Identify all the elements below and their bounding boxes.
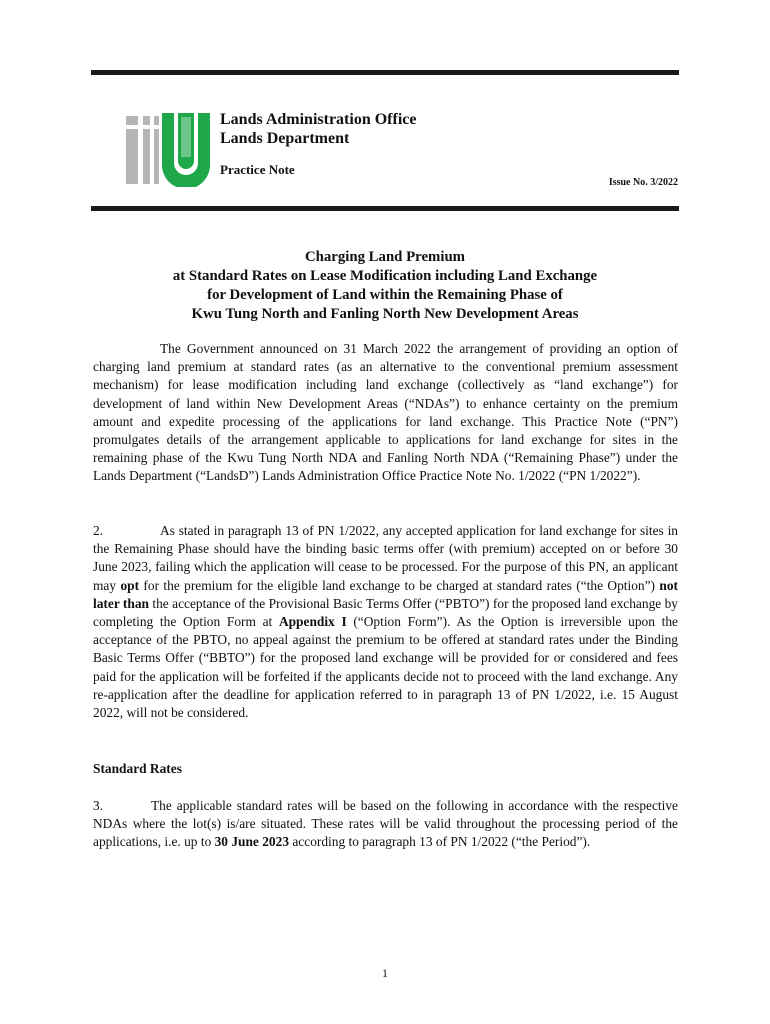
page-number: 1	[382, 966, 388, 980]
paragraph-2-text-a: As stated in paragraph 13 of PN 1/2022, any accepted application for land exchange for sites in the Remaining Phase should have the binding basic terms offer (with premium) accepted on or before 30 June 2023, failing which the application will cease to be processed. For the purpose of this PN, an applicant may	[93, 523, 678, 593]
title-line-3: for Development of Land within the Remaining Phase of	[207, 287, 563, 303]
document-type: Practice Note	[220, 162, 295, 177]
office-name	[220, 110, 416, 148]
section-heading-standard-rates: Standard Rates	[93, 761, 182, 776]
header-bottom-rule	[91, 206, 679, 211]
paragraph-2-bold-appendix: Appendix I	[278, 614, 347, 630]
paragraph-2	[93, 522, 678, 722]
office-line-1: Lands Administration Office	[220, 111, 417, 128]
paragraph-3-number: 3.	[93, 798, 104, 813]
header-top-rule	[91, 70, 679, 75]
paragraph-3-text-a: The applicable standard rates will be based on the following in accordance with the respective NDAs where the lot(s) is/are situated. These rates will be valid throughout the processing period of the applications, i.e. up to	[93, 798, 678, 850]
title-line-2: at Standard Rates on Lease Modification including Land Exchange	[172, 268, 598, 284]
lands-department-logo	[124, 113, 210, 187]
paragraph-2-text-d: (“Option Form”). As the Option is irreversible upon the acceptance of the PBTO, no appeal against the premium to be offered at standard rates under the Binding Basic Terms Offer (“BBTO”) for the proposed land exchange will be provided for or considered and fees paid for the application will be forfeited if the applicants decide not to proceed with the land exchange. Any re-application after the deadline for application referred to in paragraph 13 of PN 1/2022, i.e. 15 August 2022, will not be considered.	[93, 614, 678, 721]
paragraph-2-bold-not-later-than: not later than	[93, 577, 678, 611]
title-line-1: Charging Land Premium	[304, 249, 466, 265]
paragraph-2-text-b: for the premium for the eligible land exchange to be charged at standard rates (“the Option”)	[139, 577, 660, 593]
paragraph-3-text-b: according to paragraph 13 of PN 1/2022 (“the Period”).	[289, 834, 591, 850]
title-line-4: Kwu Tung North and Fanling North New Development Areas	[191, 306, 579, 322]
paragraph-3-bold-date: 30 June 2023	[214, 834, 290, 850]
paragraph-2-number: 2.	[93, 523, 104, 538]
paragraph-1: The Government announced on 31 March 2022 the arrangement of providing an option of charging land premium at standard rates (as an alternative to the conventional premium assessment mechanism) for lease modification including land exchange (collectively as “land exchange”) for development of land within New Development Areas (“NDAs”) to enhance certainty on the premium amount and expedite processing of the applications for land exchange. This Practice Note (“PN”) promulgates details of the arrangement applicable to applications for land exchange for sites in the remaining phase of the Kwu Tung North NDA and Fanling North NDA (“Remaining Phase”) under the Lands Department (“LandsD”) Lands Administration Office Practice Note No. 1/2022 (“PN 1/2022”).	[93, 341, 678, 484]
paragraph-2-bold-opt: opt	[120, 577, 140, 593]
paragraph-3	[93, 797, 678, 852]
issue-number: Issue No. 3/2022	[608, 177, 678, 188]
office-line-2: Lands Department	[220, 130, 350, 147]
paragraph-2-text-c: the acceptance of the Provisional Basic Terms Offer (“PBTO”) for the proposed land exchange by completing the Option Form at	[93, 595, 678, 630]
document-title	[91, 248, 679, 324]
